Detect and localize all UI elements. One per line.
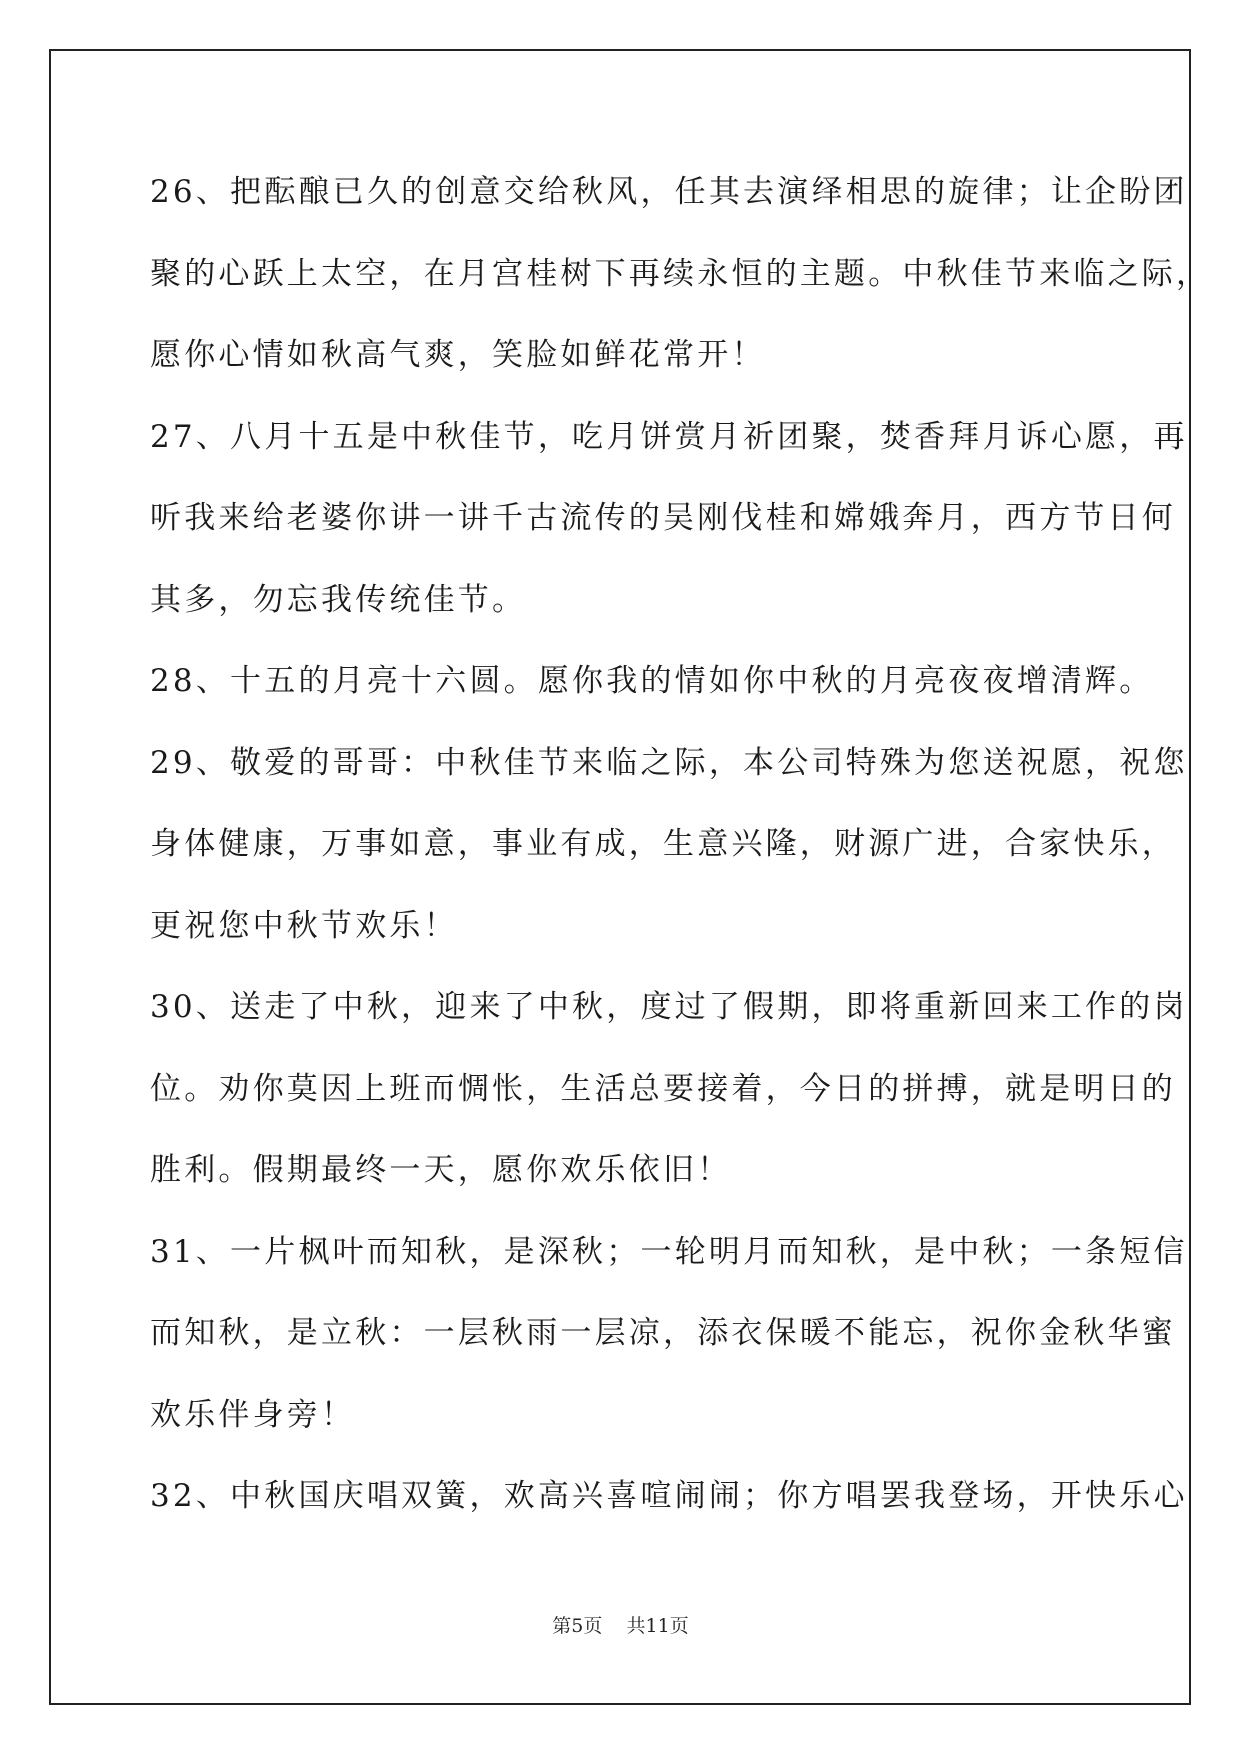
paragraph-27 [150, 397, 1188, 642]
text-line: 27、八月十五是中秋佳节，吃月饼赏月祈团聚，焚香拜月诉心愿，再 [150, 418, 1188, 455]
text-line: 更祝您中秋节欢乐！ [150, 907, 458, 944]
page-number: 第5页 [552, 1615, 603, 1637]
text-line: 31、一片枫叶而知秋，是深秋；一轮明月而知秋，是中秋；一条短信 [150, 1233, 1188, 1270]
text-line: 位。劝你莫因上班而惆怅，生活总要接着，今日的拼搏，就是明日的 [150, 1070, 1176, 1107]
text-line: 26、把酝酿已久的创意交给秋风，任其去演绎相思的旋律；让企盼团 [150, 174, 1188, 210]
text-line: 28、十五的月亮十六圆。愿你我的情如你中秋的月亮夜夜增清辉。 [150, 663, 1154, 699]
text-line: 愿你心情如秋高气爽，笑脸如鲜花常开！ [150, 337, 766, 373]
text-line: 32、中秋国庆唱双簧，欢高兴喜喧闹闹；你方唱罢我登场，开快乐心 [150, 1478, 1188, 1514]
paragraph-30 [150, 967, 1188, 1212]
text-line: 听我来给老婆你讲一讲千古流传的吴刚伐桂和嫦娥奔月，西方节日何 [150, 500, 1176, 536]
text-line: 30、送走了中秋，迎来了中秋，度过了假期，即将重新回来工作的岗 [150, 989, 1188, 1025]
text-line: 其多，勿忘我传统佳节。 [150, 581, 527, 618]
text-line: 而知秋，是立秋：一层秋雨一层凉，添衣保暖不能忘，祝你金秋华蜜 [150, 1315, 1176, 1351]
paragraph-31 [150, 1212, 1188, 1457]
paragraph-29 [150, 723, 1188, 968]
page-footer [0, 1611, 1241, 1638]
text-line: 身体健康，万事如意，事业有成，生意兴隆，财源广进，合家快乐， [150, 826, 1176, 862]
text-line: 29、敬爱的哥哥：中秋佳节来临之际，本公司特殊为您送祝愿，祝您 [150, 744, 1188, 781]
text-line: 胜利。假期最终一天，愿你欢乐依旧！ [150, 1152, 732, 1188]
paragraph-26 [150, 152, 1211, 397]
paragraph-32 [150, 1456, 1188, 1538]
text-line: 聚的心跃上太空，在月宫桂树下再续永恒的主题。中秋佳节来临之际， [150, 255, 1211, 292]
text-line: 欢乐伴身旁！ [150, 1396, 356, 1433]
paragraph-28 [150, 641, 1154, 723]
document-body [150, 152, 1211, 1538]
page-total: 共11页 [626, 1615, 689, 1637]
